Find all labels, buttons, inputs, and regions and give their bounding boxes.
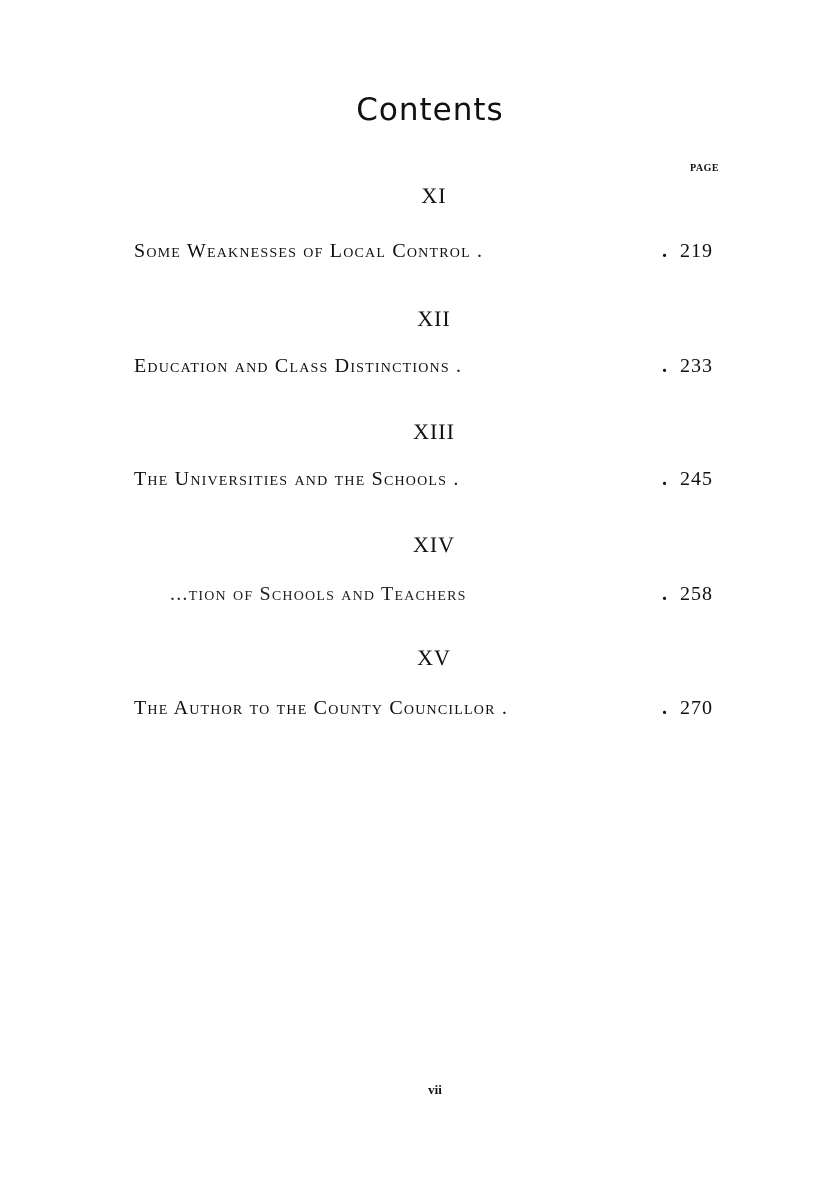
leader-dot: .: [662, 468, 667, 490]
leader-dot: .: [662, 583, 667, 605]
chapter-title[interactable]: The Universities and the Schools .: [134, 468, 460, 490]
toc-entry[interactable]: [134, 240, 744, 270]
chapter-number: XIV: [412, 532, 456, 557]
chapter-title[interactable]: Some Weaknesses of Local Control .: [134, 240, 484, 262]
chapter-title[interactable]: ...tion of Schools and Teachers: [170, 583, 467, 605]
chapter-number: XI: [421, 183, 447, 208]
toc-entry[interactable]: [134, 697, 744, 727]
chapter-number: XV: [417, 645, 451, 670]
page-folio: vii: [428, 1082, 442, 1097]
page-column-label: PAGE: [690, 163, 720, 174]
page-number: 233: [680, 355, 713, 377]
chapter-number: XII: [417, 306, 451, 331]
page-number: 270: [680, 697, 713, 719]
toc-entry[interactable]: [134, 355, 744, 385]
chapter-number: XIII: [413, 419, 455, 444]
page-number: 245: [680, 468, 713, 490]
toc-entry[interactable]: [134, 583, 744, 613]
page-number: 219: [680, 240, 713, 262]
chapter-title[interactable]: Education and Class Distinctions .: [134, 355, 463, 377]
page-title: Contents: [356, 92, 504, 128]
chapter-title[interactable]: The Author to the County Councillor .: [134, 697, 509, 719]
leader-dot: .: [662, 697, 667, 719]
leader-dot: .: [662, 240, 667, 262]
toc-entry[interactable]: [134, 468, 744, 498]
leader-dot: .: [662, 355, 667, 377]
page-number: 258: [680, 583, 713, 605]
